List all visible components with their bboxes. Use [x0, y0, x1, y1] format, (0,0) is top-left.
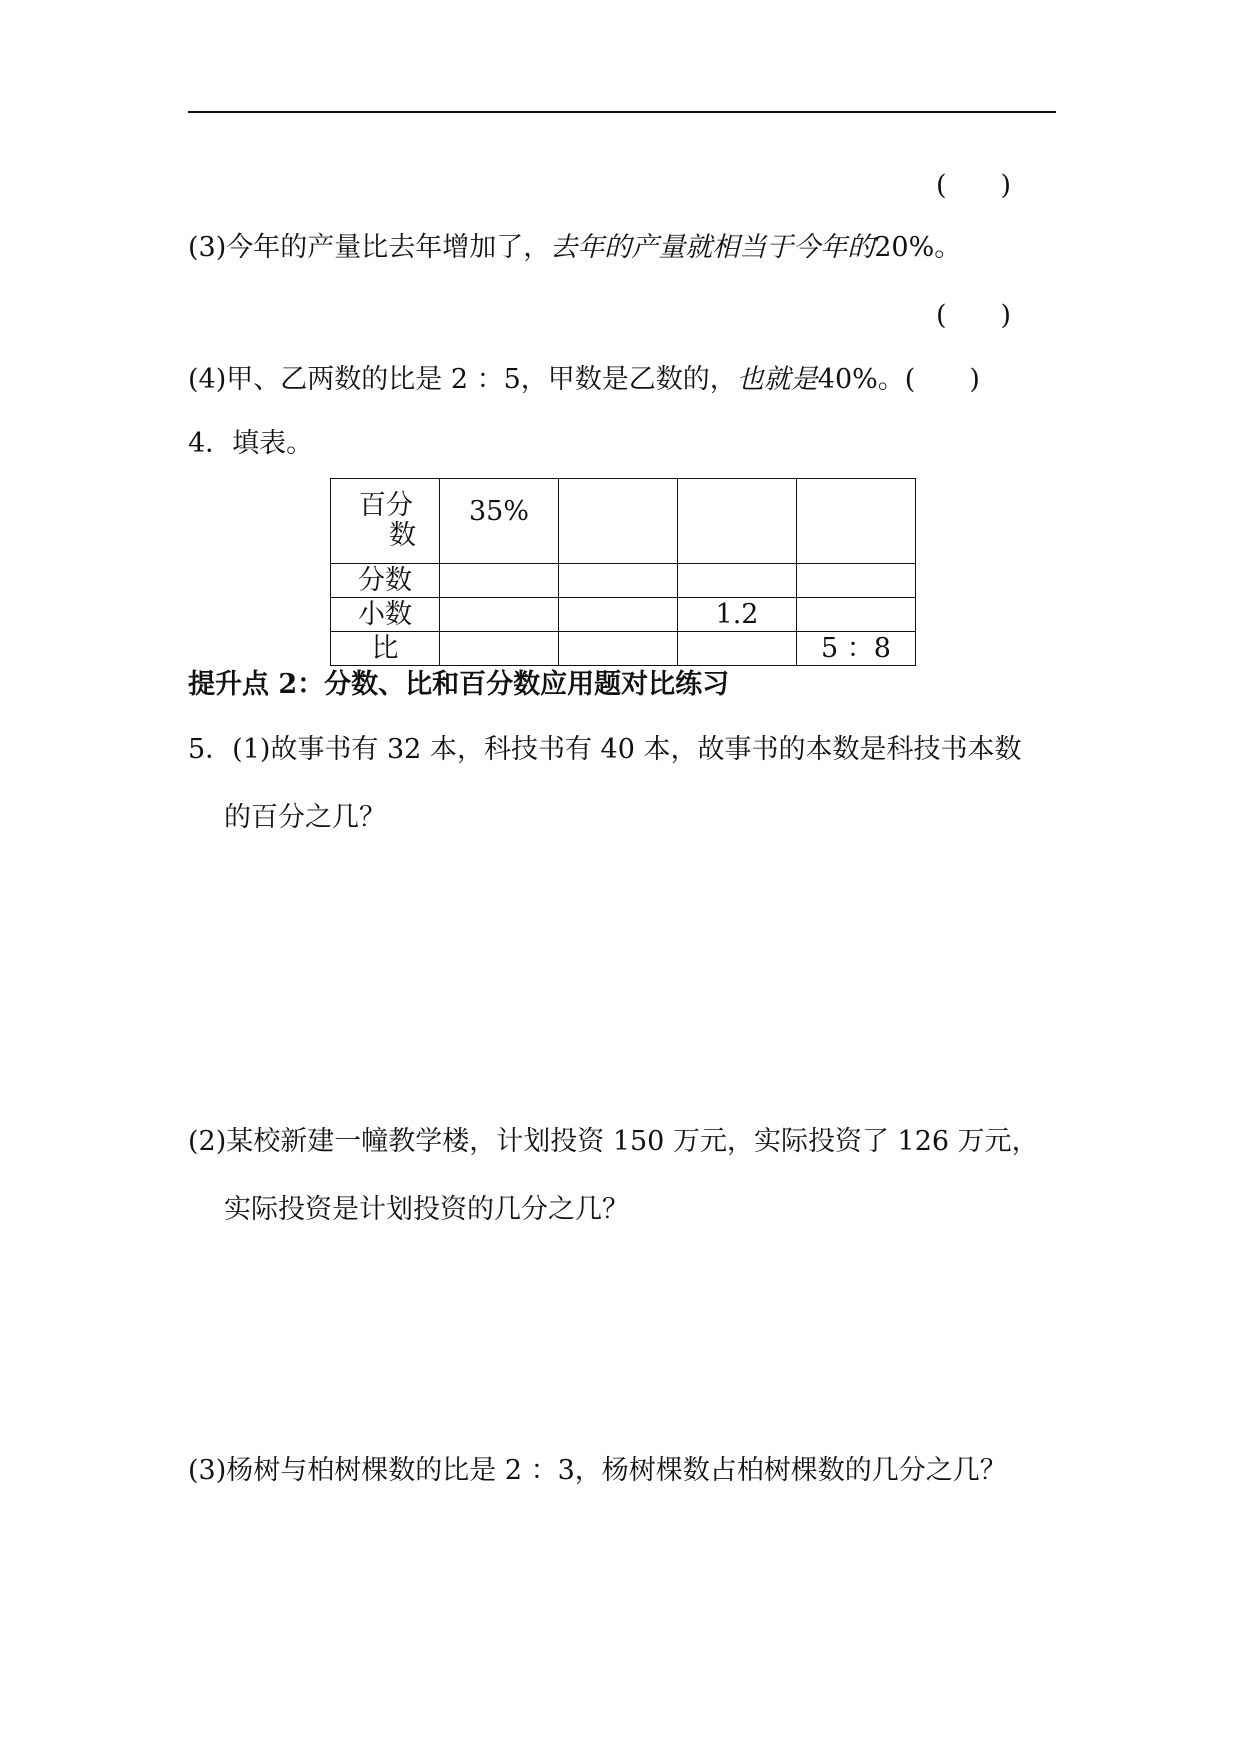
- table-cell[interactable]: [797, 564, 916, 598]
- fill-table: [330, 478, 916, 666]
- question-5-1-line1: 5．(1)故事书有 32 本，科技书有 40 本，故事书的本数是科技书本数: [188, 734, 1022, 765]
- question-3: [188, 230, 961, 266]
- question-5-1-line2: 的百分之几？: [224, 802, 386, 833]
- table-cell[interactable]: [440, 598, 559, 632]
- table-cell[interactable]: [678, 479, 797, 564]
- table-cell[interactable]: [559, 479, 678, 564]
- question-5-2-line2: 实际投资是计划投资的几分之几？: [224, 1194, 629, 1225]
- table-cell[interactable]: 5 ：8: [797, 632, 916, 666]
- row-label-percent: [331, 479, 440, 564]
- answer-paren-2[interactable]: [936, 168, 1011, 204]
- table-cell[interactable]: [559, 632, 678, 666]
- table-row: [331, 598, 916, 632]
- question-3-tail: 20%。: [874, 232, 962, 263]
- table-cell[interactable]: 1.2: [678, 598, 797, 632]
- table-row: [331, 564, 916, 598]
- question-4-tail: 40%。( ): [817, 364, 980, 395]
- table-cell[interactable]: [797, 598, 916, 632]
- answer-paren-text: ( ): [936, 170, 1012, 201]
- task-4-title: 4．填表。: [188, 428, 314, 459]
- table-cell[interactable]: 35%: [440, 479, 559, 564]
- table-cell[interactable]: [440, 632, 559, 666]
- table-cell[interactable]: [797, 479, 916, 564]
- question-3-text: (3)今年的产量比去年增加了，: [188, 232, 551, 263]
- question-4: [188, 362, 980, 398]
- table-cell[interactable]: [678, 564, 797, 598]
- row-label-line: 数: [389, 520, 416, 551]
- answer-paren-3[interactable]: [936, 298, 1011, 334]
- row-label-ratio: 比: [331, 632, 440, 666]
- question-5-3-line1: (3)杨树与柏树棵数的比是 2 ：3，杨树棵数占柏树棵数的几分之几？: [188, 1455, 1007, 1486]
- question-4-text: (4)甲、乙两数的比是 2 ：5，甲数是乙数的，: [188, 364, 737, 395]
- table-cell[interactable]: [678, 632, 797, 666]
- row-label-line: 百分: [359, 490, 413, 521]
- question-4-italic: 也就是: [736, 364, 818, 395]
- question-5-2-line1: (2)某校新建一幢教学楼，计划投资 150 万元，实际投资了 126 万元，: [188, 1126, 1039, 1157]
- table-cell[interactable]: [440, 564, 559, 598]
- row-label-decimal: 小数: [331, 598, 440, 632]
- question-3-italic: 去年的产量就相当于今年的: [550, 232, 875, 263]
- table-cell[interactable]: [559, 564, 678, 598]
- table-row: [331, 479, 916, 564]
- table-cell[interactable]: [559, 598, 678, 632]
- answer-paren-text: ( ): [936, 300, 1012, 331]
- section-title: 提升点 2：分数、比和百分数应用题对比练习: [188, 669, 730, 700]
- table-row: [331, 632, 916, 666]
- header-rule: [188, 111, 1056, 113]
- row-label-fraction: 分数: [331, 564, 440, 598]
